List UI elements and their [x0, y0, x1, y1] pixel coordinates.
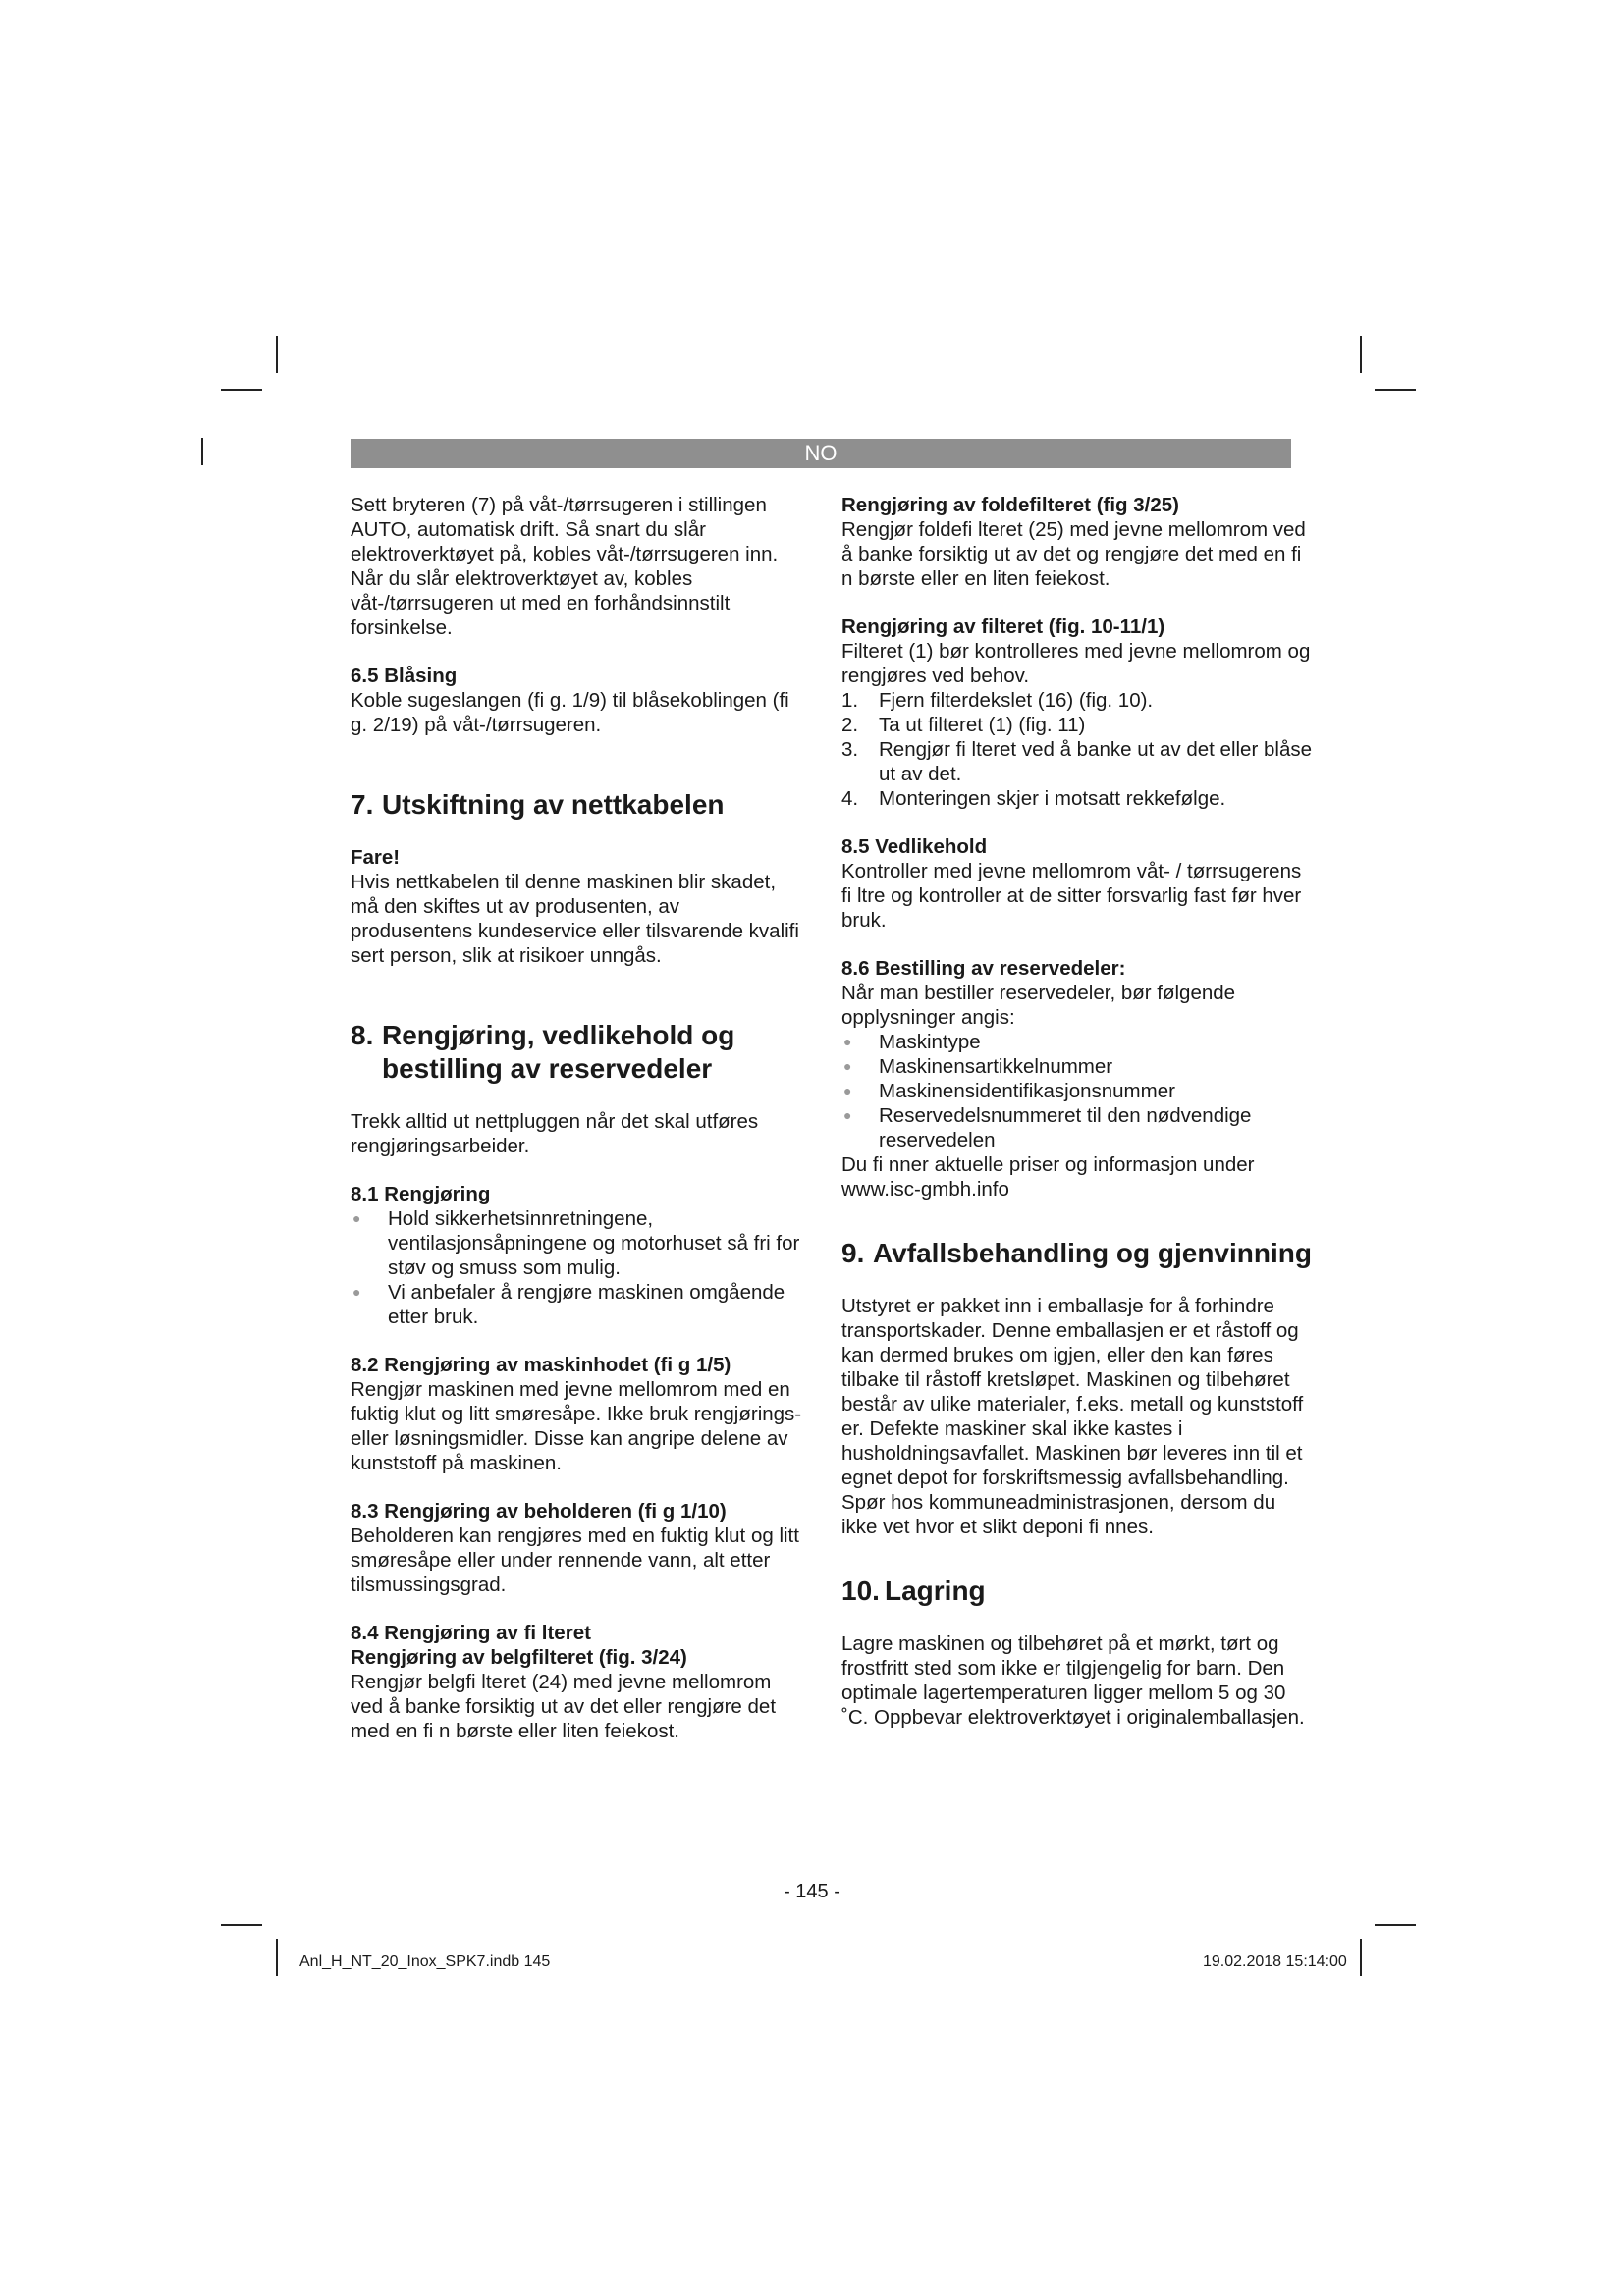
page-number: - 145 -: [784, 1881, 840, 1902]
section-heading: 10. Lagring: [841, 1575, 986, 1606]
paragraph: Filteret (1) bør kontrolleres med jevne mellomrom og rengjøres ved behov.: [841, 640, 1311, 687]
section-heading: 9. Avfallsbehandling og gjenvinning: [841, 1238, 1312, 1268]
right-column: [841, 493, 1315, 1730]
paragraph: Rengjør maskinen med jevne mellomrom med en fuktig klut og litt smøresåpe. Ikke bruk rengjørings- eller løsningsmidler. Disse kan angripe delene av kunststoff på maskinen.: [351, 1378, 802, 1474]
list-item: ● Maskinensidentifikasjonsnummer: [841, 1079, 1315, 1103]
numbered-list: [841, 688, 1315, 811]
section-heading: 8. Rengjøring, vedlikehold og bestilling av reservedeler: [351, 1020, 735, 1084]
list-item: ● Hold sikkerhetsinnretningene, ventilasjonsåpningene og motorhuset så fri for støv og smuss som mulig.: [351, 1206, 804, 1280]
subheading: Rengjøring av belgfilteret (fig. 3/24): [351, 1646, 687, 1669]
crop-mark: [1375, 389, 1416, 391]
crop-mark: [276, 336, 278, 373]
paragraph: Du fi nner aktuelle priser og informasjon under www.isc-gmbh.info: [841, 1153, 1255, 1201]
paragraph: Kontroller med jevne mellomrom våt- / tørrsugerens fi ltre og kontroller at de sitter forsvarlig fast før hver bruk.: [841, 860, 1302, 932]
subheading: 8.6 Bestilling av reservedeler:: [841, 957, 1126, 980]
list-item: ● Vi anbefaler å rengjøre maskinen omgående etter bruk.: [351, 1280, 804, 1329]
list-item: ● Maskinensartikkelnummer: [841, 1054, 1315, 1079]
paragraph: Når man bestiller reservedeler, bør følgende opplysninger angis:: [841, 982, 1236, 1029]
paragraph: Utstyret er pakket inn i emballasje for å forhindre transportskader. Denne emballasjen er et råstoff og kan dermed brukes om igjen, eller den kan føres tilbake til råstoff kretsløpet. Maskinen og tilbehøret består av ulike materialer, f.eks. metall og kunststoff er. Defekte maskiner skal ikke kastes i husholdningsavfallet. Maskinen bør leveres inn til et egnet depot for forskriftsmessig avfallsbehandling. Spør hos kommuneadministrasjonen, dersom du ikke vet hvor et slikt deponi fi nnes.: [841, 1295, 1304, 1538]
list-item: 3. Rengjør fi lteret ved å banke ut av det eller blåse ut av det.: [841, 738, 1312, 785]
crop-mark: [221, 389, 262, 391]
subheading: 8.2 Rengjøring av maskinhodet (fi g 1/5): [351, 1354, 731, 1376]
paragraph: Beholderen kan rengjøres med en fuktig klut og litt smøresåpe eller under rennende vann, alt etter tilsmussingsgrad.: [351, 1524, 799, 1596]
subheading: 8.1 Rengjøring: [351, 1183, 491, 1205]
crop-mark: [201, 438, 203, 465]
paragraph: Rengjør foldefi lteret (25) med jevne mellomrom ved å banke forsiktig ut av det og rengjøre det med en fi n børste eller en liten feiekost.: [841, 518, 1306, 590]
subheading: 8.3 Rengjøring av beholderen (fi g 1/10): [351, 1500, 727, 1522]
crop-mark: [221, 1924, 262, 1926]
list-item: 1. Fjern filterdekslet (16) (fig. 10).: [841, 689, 1154, 712]
paragraph: Rengjør belgfi lteret (24) med jevne mellomrom ved å banke forsiktig ut av det eller rengjøre det med en fi n børste eller liten feiekost.: [351, 1671, 777, 1742]
paragraph: Koble sugeslangen (fi g. 1/9) til blåsekoblingen (fi g. 2/19) på våt-/tørrsugeren.: [351, 689, 789, 736]
print-datetime: 19.02.2018 15:14:00: [1203, 1953, 1347, 1970]
bullet-list: [351, 1206, 804, 1329]
list-item: 4. Monteringen skjer i motsatt rekkefølge.: [841, 787, 1226, 810]
crop-mark: [1375, 1924, 1416, 1926]
subheading: 8.5 Vedlikehold: [841, 835, 988, 858]
warning-label: Fare!: [351, 846, 401, 869]
left-column: [351, 493, 804, 1743]
subheading: 6.5 Blåsing: [351, 665, 458, 687]
list-item: ● Maskintype: [841, 1030, 1315, 1054]
paragraph: Lagre maskinen og tilbehøret på et mørkt, tørt og frostfritt sted som ikke er tilgjengelig for barn. Den optimale lagertemperaturen ligger mellom 5 og 30 ˚C. Oppbevar elektroverktøyet i originalemballasjen.: [841, 1632, 1305, 1729]
list-item: ● Reservedelsnummeret til den nødvendige reservedelen: [841, 1103, 1315, 1152]
subheading: Rengjøring av foldefilteret (fig 3/25): [841, 494, 1179, 516]
section-heading: 7. Utskiftning av nettkabelen: [351, 789, 725, 820]
paragraph: Sett bryteren (7) på våt-/tørrsugeren i stillingen AUTO, automatisk drift. Så snart du slår elektroverktøyet på, kobles våt-/tørrsugeren inn. Når du slår elektroverktøyet av, kobles våt-/tørrsugeren ut med en forhåndsinnstilt forsinkelse.: [351, 494, 779, 639]
paragraph: Hvis nettkabelen til denne maskinen blir skadet, må den skiftes ut av produsenten, av produsentens kundeservice eller tilsvarende kvalifi sert person, slik at risikoer unngås.: [351, 871, 799, 967]
file-slug: Anl_H_NT_20_Inox_SPK7.indb 145: [299, 1953, 551, 1970]
bullet-list: [841, 1030, 1315, 1152]
subheading: 8.4 Rengjøring av fi lteret: [351, 1622, 591, 1644]
subheading: Rengjøring av filteret (fig. 10-11/1): [841, 615, 1165, 638]
list-item: 2. Ta ut filteret (1) (fig. 11): [841, 714, 1086, 736]
crop-mark: [1360, 1939, 1362, 1976]
crop-mark: [276, 1939, 278, 1976]
crop-mark: [1360, 336, 1362, 373]
paragraph: Trekk alltid ut nettpluggen når det skal utføres rengjøringsarbeider.: [351, 1110, 759, 1157]
language-bar: NO: [351, 439, 1291, 468]
